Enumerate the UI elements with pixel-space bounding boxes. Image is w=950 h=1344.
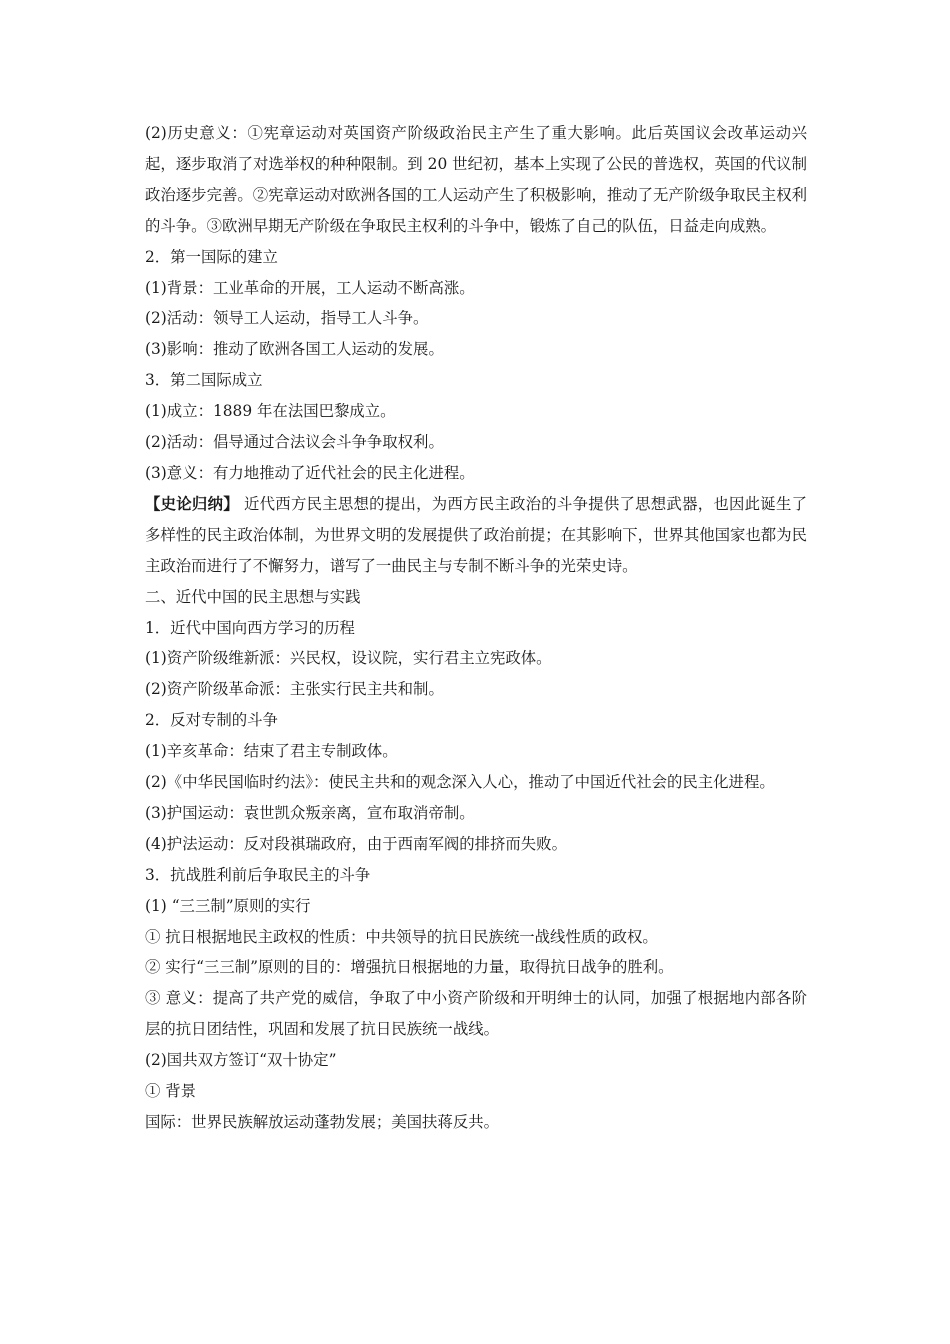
paragraph-historical-significance: (2)历史意义：①宪章运动对英国资产阶级政治民主产生了重大影响。此后英国议会改革运动兴起，逐步取消了对选举权的种种限制。到 20 世纪初，基本上实现了公民的普选权，英国的代议制政治逐步完善。②宪章运动对欧洲各国的工人运动产生了积极影响，推动了无产阶级争取民主权利的斗争。③欧洲早期无产阶级在争取民主权利的斗争中，锻炼了自己的队伍，日益走向成熟。 [145, 124, 807, 235]
list-item: ① 背景 [145, 1082, 197, 1101]
heading-anti-japanese-war: 3．抗战胜利前后争取民主的斗争 [145, 865, 371, 884]
list-item: (4)护法运动：反对段祺瑞政府，由于西南军阀的排挤而失败。 [145, 834, 567, 853]
list-item: (1)背景：工业革命的开展，工人运动不断高涨。 [145, 278, 475, 297]
summary-text: 近代西方民主思想的提出，为西方民主政治的斗争提供了思想武器，也因此诞生了多样性的民主政治体制，为世界文明的发展提供了政治前提；在其影响下，世界其他国家也都为民主政治而进行了不懈努力，谱写了一曲民主与专制不断斗争的光荣史诗。 [145, 494, 807, 575]
list-item: (2)国共双方签订“双十协定” [145, 1051, 337, 1070]
heading-anti-autocracy: 2．反对专制的斗争 [145, 711, 278, 730]
list-item: ③ 意义：提高了共产党的威信，争取了中小资产阶级和开明绅士的认同，加强了根据地内部各阶层的抗日团结性，巩固和发展了抗日民族统一战线。 [145, 989, 807, 1039]
summary-label: 【史论归纳】 [145, 494, 239, 513]
list-item: (3)护国运动：袁世凯众叛亲离，宣布取消帝制。 [145, 803, 475, 822]
list-item: (2)《中华民国临时约法》：使民主共和的观念深入人心，推动了中国近代社会的民主化进程。 [145, 773, 775, 792]
list-item: 国际：世界民族解放运动蓬勃发展；美国扶蒋反共。 [145, 1113, 499, 1131]
heading-second-international: 3．第二国际成立 [145, 371, 263, 390]
list-item: (1)成立：1889 年在法国巴黎成立。 [145, 402, 396, 421]
list-item: (2)活动：领导工人运动，指导工人斗争。 [145, 309, 429, 328]
list-item: (1) “三三制”原则的实行 [145, 896, 311, 915]
list-item: (3)意义：有力地推动了近代社会的民主化进程。 [145, 463, 475, 482]
list-item: (2)资产阶级革命派：主张实行民主共和制。 [145, 680, 444, 699]
list-item: (3)影响：推动了欧洲各国工人运动的发展。 [145, 340, 444, 359]
summary-paragraph [145, 489, 807, 582]
list-item: (1)辛亥革命：结束了君主专制政体。 [145, 742, 398, 761]
heading-learning-west: 1．近代中国向西方学习的历程 [145, 618, 355, 637]
heading-first-international: 2．第一国际的建立 [145, 247, 278, 266]
section-heading-china: 二、近代中国的民主思想与实践 [145, 587, 361, 606]
list-item: ① 抗日根据地民主政权的性质：中共领导的抗日民族统一战线性质的政权。 [145, 927, 658, 946]
list-item: ② 实行“三三制”原则的目的：增强抗日根据地的力量，取得抗日战争的胜利。 [145, 958, 674, 977]
list-item: (2)活动：倡导通过合法议会斗争争取权利。 [145, 433, 444, 452]
document-body [145, 118, 807, 1138]
list-item: (1)资产阶级维新派：兴民权，设议院，实行君主立宪政体。 [145, 649, 552, 668]
